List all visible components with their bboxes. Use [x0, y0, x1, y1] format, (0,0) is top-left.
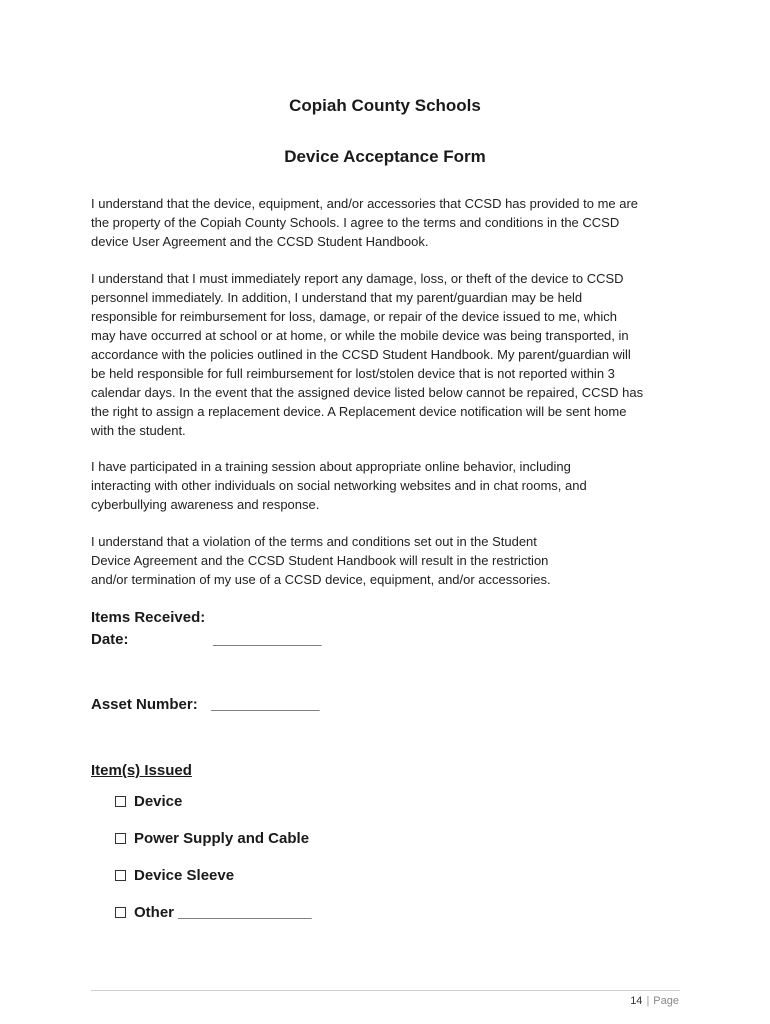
paragraph-line: cyberbullying awareness and response. — [91, 497, 320, 512]
asset-number-label: Asset Number: — [91, 696, 198, 713]
footer-separator: | — [646, 995, 650, 1007]
date-blank[interactable]: _____________ — [213, 631, 322, 648]
school-title: Copiah County Schools — [289, 96, 481, 115]
paragraph-line: calendar days. In the event that the assigned device listed below cannot be repaired, CCSD has — [91, 385, 644, 400]
footer-divider — [91, 990, 680, 991]
paragraph-violation — [91, 532, 681, 589]
page-word: Page — [653, 995, 679, 1007]
page-number: 14 — [630, 995, 643, 1007]
paragraph-training — [91, 457, 681, 514]
checkbox[interactable] — [115, 907, 126, 918]
checkbox[interactable] — [115, 796, 126, 807]
paragraph-line: the property of the Copiah County Schools. I agree to the terms and conditions in the CCSD — [91, 215, 620, 230]
asset-number-field — [91, 696, 320, 713]
checklist-item-other[interactable] — [115, 904, 312, 921]
paragraph-line: and/or termination of my use of a CCSD device, equipment, and/or accessories. — [91, 572, 551, 587]
paragraph-line: I understand that I must immediately report any damage, loss, or theft of the device to CCSD — [91, 271, 624, 286]
checklist-item-label: Device — [134, 793, 183, 810]
paragraph-line: I understand that the device, equipment, and/or accessories that CCSD has provided to me are — [91, 196, 639, 211]
form-title: Device Acceptance Form — [284, 147, 486, 166]
paragraph-line: with the student. — [91, 423, 186, 438]
checklist-item-label: Other ________________ — [134, 904, 312, 921]
paragraph-line: interacting with other individuals on social networking websites and in chat rooms, and — [91, 478, 587, 493]
paragraph-line: device User Agreement and the CCSD Student Handbook. — [91, 234, 429, 249]
checklist-item-label: Power Supply and Cable — [134, 830, 310, 847]
paragraph-line: accordance with the policies outlined in the CCSD Student Handbook. My parent/guardian will — [91, 347, 631, 362]
paragraph-line: Device Agreement and the CCSD Student Handbook will result in the restriction — [91, 553, 549, 568]
checkbox[interactable] — [115, 833, 126, 844]
items-issued-title: Item(s) Issued — [91, 762, 192, 779]
paragraph-line: personnel immediately. In addition, I understand that my parent/guardian may be held — [91, 290, 583, 305]
paragraph-line: be held responsible for full reimbursement for lost/stolen device that is not reported within 3 — [91, 366, 615, 381]
paragraph-ownership — [91, 194, 681, 251]
checklist-item-label: Device Sleeve — [134, 867, 235, 884]
paragraph-line: may have occurred at school or at home, or while the mobile device was being transported, in — [91, 328, 629, 343]
paragraph-line: I understand that a violation of the terms and conditions set out in the Student — [91, 534, 537, 549]
date-field — [91, 631, 322, 648]
paragraph-line: responsible for reimbursement for loss, damage, or repair of the device issued to me, which — [91, 309, 618, 324]
checklist-item-power-supply[interactable] — [115, 830, 309, 847]
paragraph-line: the right to assign a replacement device. A Replacement device notification will be sent home — [91, 404, 627, 419]
date-label: Date: — [91, 631, 129, 648]
asset-number-blank[interactable]: _____________ — [211, 696, 320, 713]
page-footer — [630, 995, 679, 1007]
checklist-item-device[interactable] — [115, 793, 182, 810]
paragraph-responsibility — [91, 269, 681, 440]
checklist-item-device-sleeve[interactable] — [115, 867, 234, 884]
checkbox[interactable] — [115, 870, 126, 881]
items-received-label: Items Received: — [91, 609, 206, 626]
paragraph-line: I have participated in a training session about appropriate online behavior, including — [91, 459, 571, 474]
